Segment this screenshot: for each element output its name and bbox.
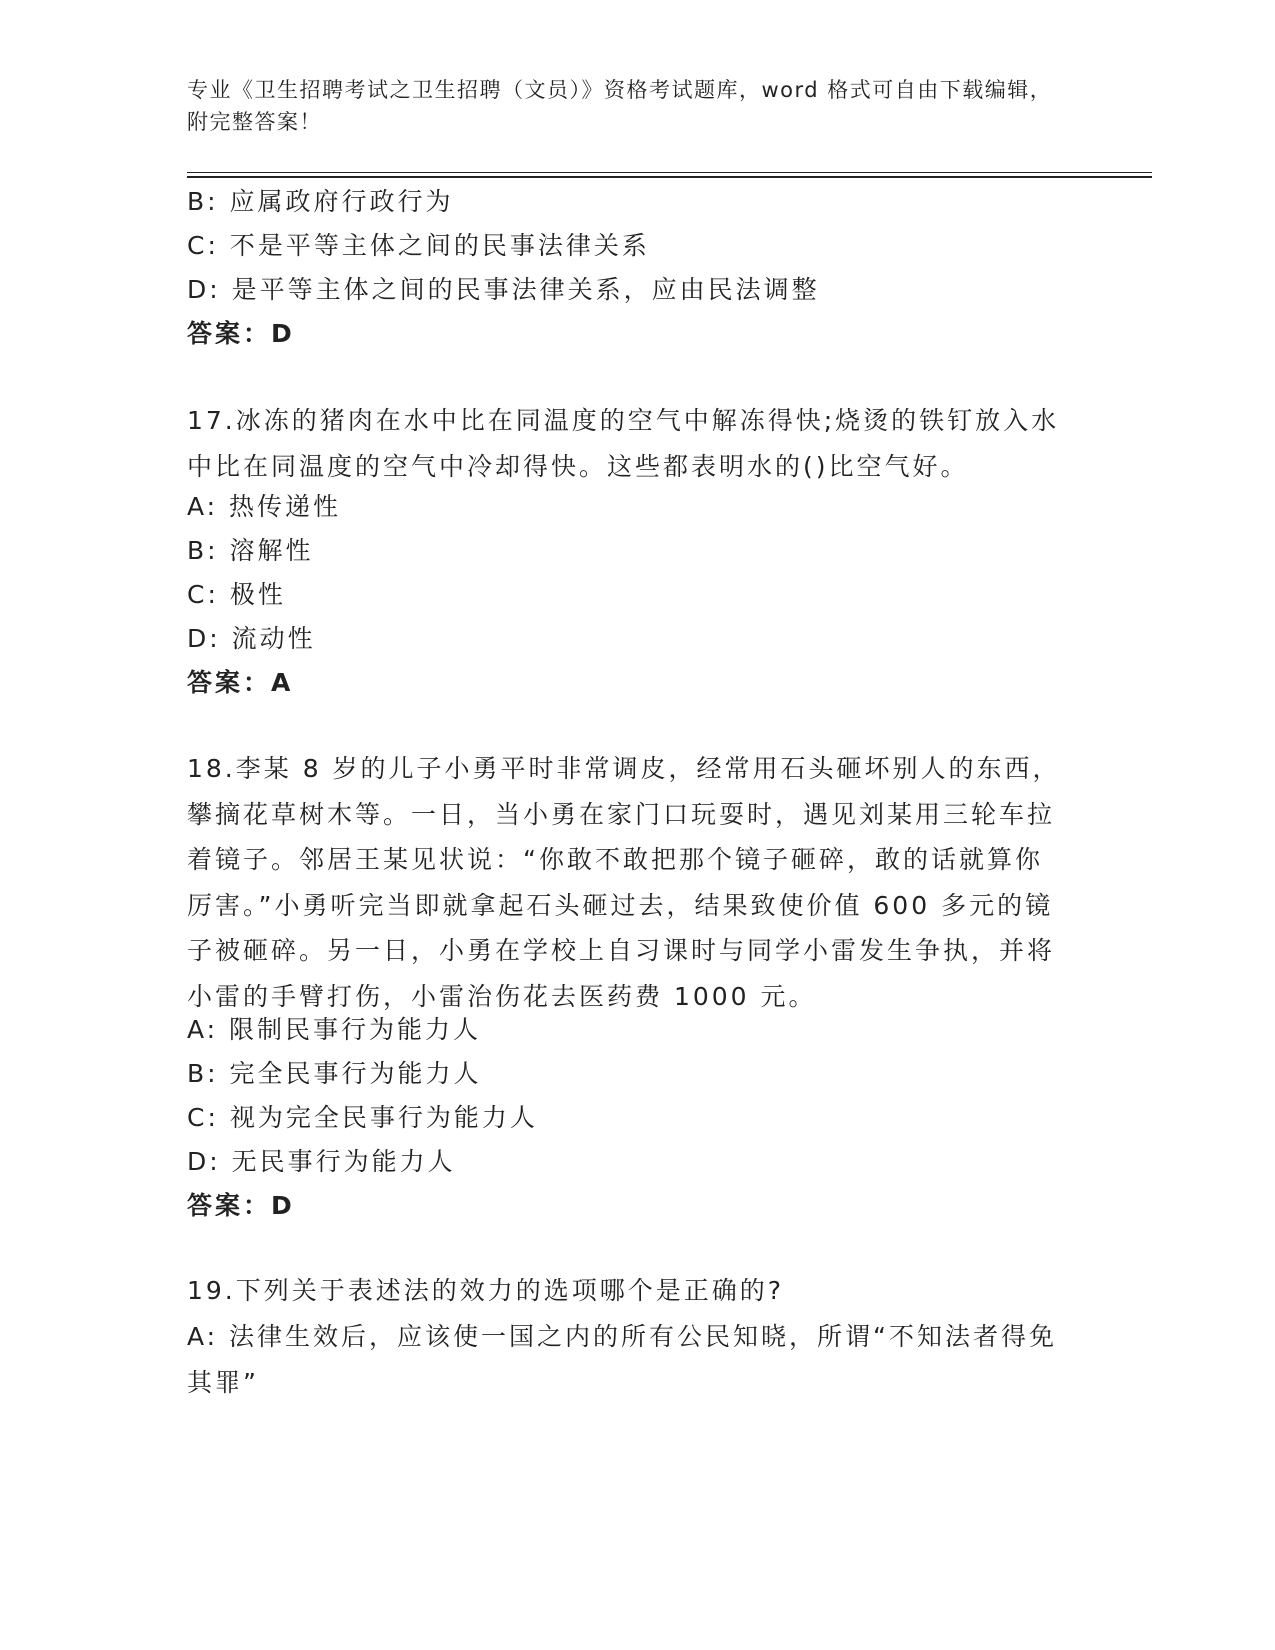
q17-option-d: D: 流动性 — [187, 624, 316, 653]
q17-option-b: B: 溶解性 — [187, 536, 314, 565]
q18-option-c: C: 视为完全民事行为能力人 — [187, 1103, 538, 1132]
q18-option-b: B: 完全民事行为能力人 — [187, 1059, 482, 1088]
q17-stem: 17.冰冻的猪肉在水中比在同温度的空气中解冻得快;烧烫的铁钉放入水中比在同温度的空气中冷却得快。这些都表明水的()比空气好。 — [187, 406, 1060, 481]
q16-answer: 答案：D — [187, 319, 295, 348]
q18-stem: 18.李某 8 岁的儿子小勇平时非常调皮，经常用石头砸坏别人的东西，攀摘花草树木等。一日，当小勇在家门口玩耍时，遇见刘某用三轮车拉着镜子。邻居王某见状说：“你敢不敢把那个镜子砸碎，敢的话就算你厉害。”小勇听完当即就拿起石头砸过去，结果致使价值 600 多元的镜子被砸碎。另一日，小勇在学校上自习课时与同学小雷发生争执，并将小雷的手臂打伤，小雷治伤花去医药费 1000 元。 — [187, 754, 1061, 1011]
q17-option-c: C: 极性 — [187, 580, 286, 609]
q18-option-d: D: 无民事行为能力人 — [187, 1147, 456, 1176]
q16-option-c: C: 不是平等主体之间的民事法律关系 — [187, 231, 650, 260]
q16-option-d: D: 是平等主体之间的民事法律关系，应由民法调整 — [187, 275, 820, 304]
q19-option-a: A: 法律生效后，应该使一国之内的所有公民知晓，所谓“不知法者得免其罪” — [187, 1322, 1057, 1397]
q17-option-a: A: 热传递性 — [187, 492, 342, 521]
header-rule-thick — [187, 176, 1152, 178]
q17-answer: 答案：A — [187, 668, 294, 697]
q19-stem: 19.下列关于表述法的效力的选项哪个是正确的? — [187, 1276, 785, 1305]
header-rule-thin — [187, 172, 1152, 173]
q18-option-a: A: 限制民事行为能力人 — [187, 1015, 482, 1044]
q16-option-b: B: 应属政府行政行为 — [187, 187, 454, 216]
q18-answer: 答案：D — [187, 1191, 295, 1220]
document-header: 专业《卫生招聘考试之卫生招聘（文员）》资格考试题库，word 格式可自由下载编辑，附完整答案！ — [187, 78, 1053, 134]
